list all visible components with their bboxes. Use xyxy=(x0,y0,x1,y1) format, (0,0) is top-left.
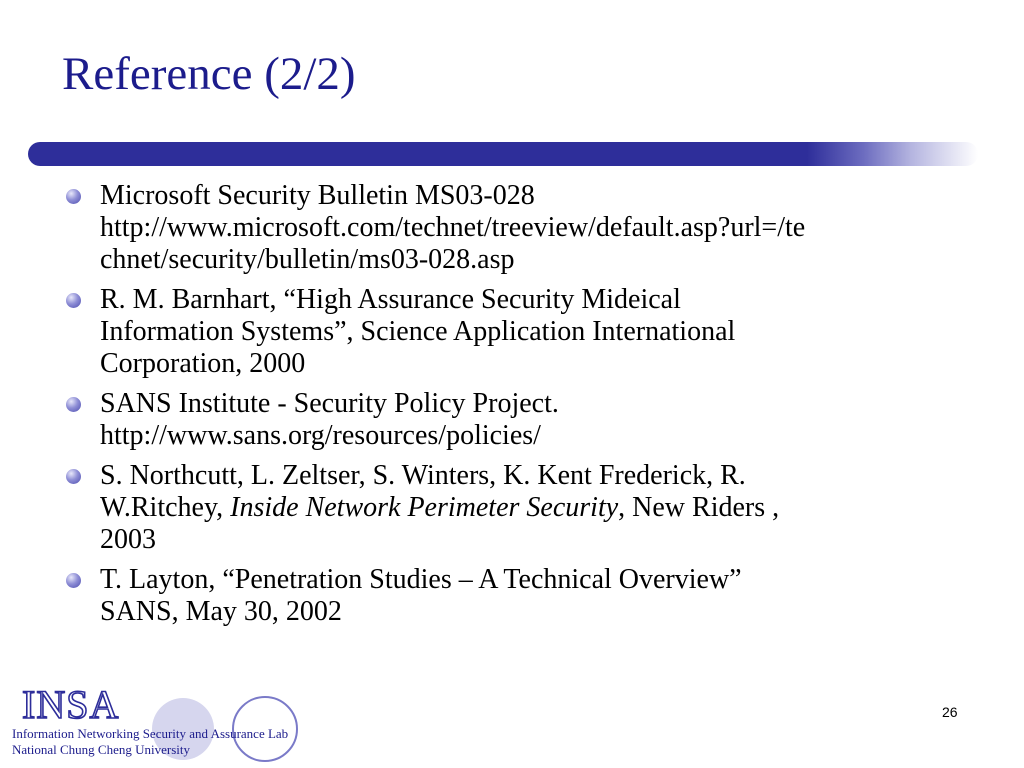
reference-item xyxy=(62,388,962,452)
reference-list xyxy=(62,180,962,636)
reference-text-part: W.Ritchey, xyxy=(100,492,231,523)
slide-title: Reference (2/2) xyxy=(62,48,356,100)
reference-text: Corporation, 2000 xyxy=(100,348,306,379)
insa-logo: INSA xyxy=(22,682,120,727)
reference-text: Microsoft Security Bulletin MS03-028 xyxy=(100,180,535,211)
reference-text: SANS, May 30, 2002 xyxy=(100,596,342,627)
reference-text-part: , New Riders , xyxy=(618,492,780,523)
reference-url: http://www.sans.org/resources/policies/ xyxy=(100,420,541,451)
lab-name: Information Networking Security and Assurance Lab xyxy=(12,726,289,741)
reference-text: SANS Institute - Security Policy Project. xyxy=(100,388,559,419)
footer-affiliation xyxy=(12,726,288,758)
bullet-icon xyxy=(66,573,81,588)
reference-text: T. Layton, “Penetration Studies – A Technical Overview” xyxy=(100,564,742,595)
university-name: National Chung Cheng University xyxy=(12,742,191,757)
reference-text xyxy=(100,492,962,524)
reference-item xyxy=(62,564,962,628)
bullet-icon xyxy=(66,397,81,412)
reference-text: 2003 xyxy=(100,524,156,555)
reference-text: Information Systems”, Science Application International xyxy=(100,316,736,347)
reference-item xyxy=(62,284,962,380)
bullet-icon xyxy=(66,293,81,308)
title-underline-bar xyxy=(28,142,978,166)
reference-item xyxy=(62,180,962,276)
bullet-icon xyxy=(66,189,81,204)
reference-url: chnet/security/bulletin/ms03-028.asp xyxy=(100,244,515,275)
book-title: Inside Network Perimeter Security xyxy=(230,492,619,523)
bullet-icon xyxy=(66,469,81,484)
reference-text: S. Northcutt, L. Zeltser, S. Winters, K. Kent Frederick, R. xyxy=(100,460,746,491)
reference-text: R. M. Barnhart, “High Assurance Security Mideical xyxy=(100,284,681,315)
reference-item xyxy=(62,460,962,556)
page-number: 26 xyxy=(942,704,958,720)
reference-url: http://www.microsoft.com/technet/treeview/default.asp?url=/te xyxy=(100,212,806,243)
